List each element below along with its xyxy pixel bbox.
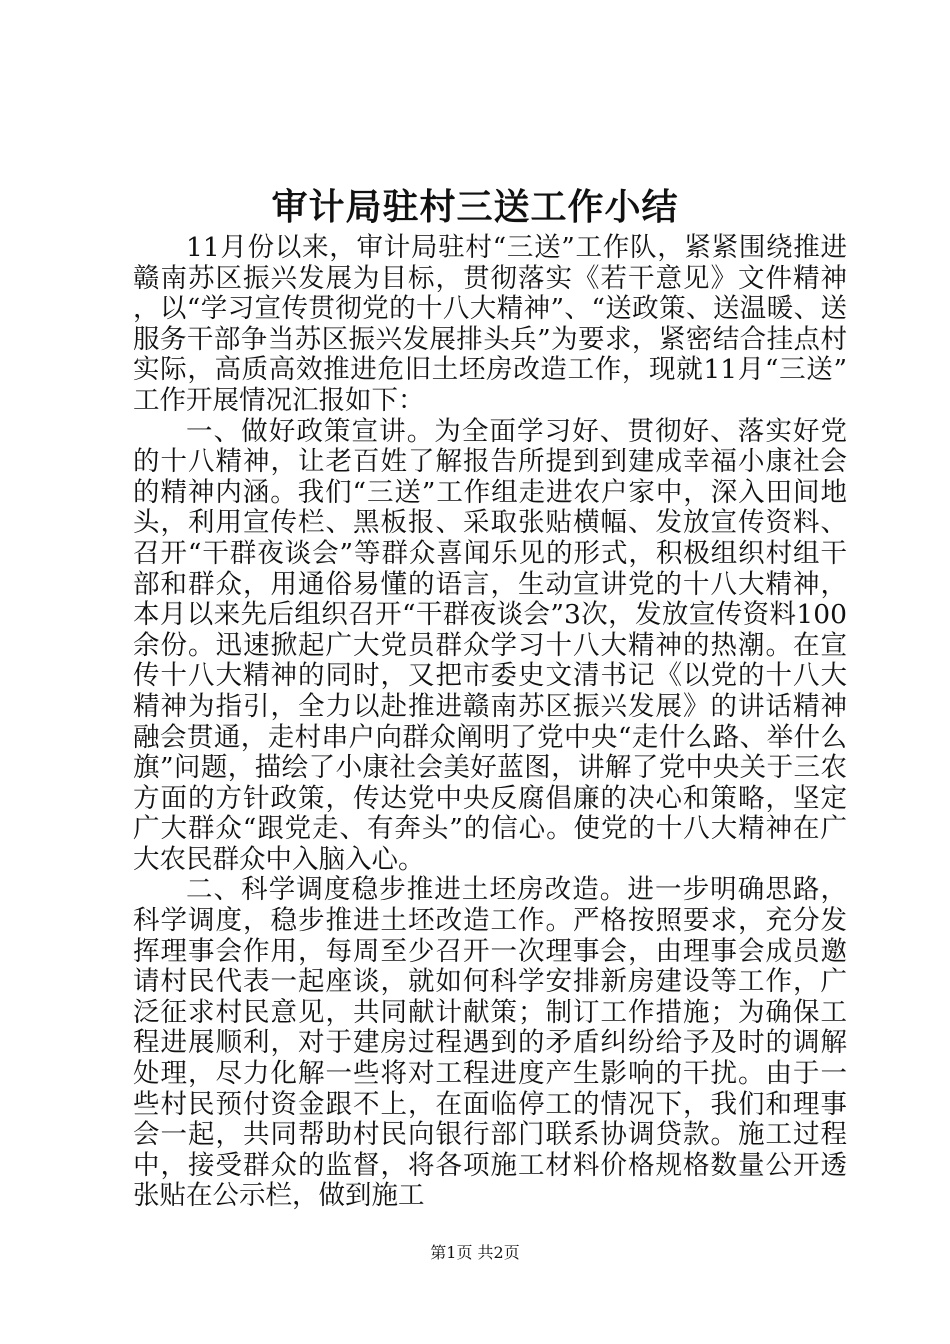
paragraph-house-renovation: 二、科学调度稳步推进土坯房改造。进一步明确思路，科学调度，稳步推进土坯改造工作。严格按照要求，充分发挥理事会作用，每周至少召开一次理事会，由理事会成员邀请村民代表一起座谈，就如何科学安排新房建设等工作，广泛征求村民意见，共同献计献策；制订工作措施；为确保工程进展顺利，对于建房过程遇到的矛盾纠纷给予及时的调解处理，尽力化解一些将对工程进度产生影响的干扰。由于一些村民预付资金跟不上，在面临停工的情况下，我们和理事会一起，共同帮助村民向银行部门联系协调贷款。施工过程中，接受群众的监督，将各项施工材料价格规格数量公开透张贴在公示栏，做到施工 (133, 874, 847, 1212)
paragraph-intro: 11月份以来，审计局驻村“三送”工作队，紧紧围绕推进赣南苏区振兴发展为目标，贯彻落实《若干意见》文件精神，以“学习宣传贯彻党的十八大精神”、“送政策、送温暖、送服务干部争当苏区振兴发展排头兵”为要求，紧密结合挂点村实际，高质高效推进危旧土坯房改造工作，现就11月“三送”工作开展情况汇报如下： (133, 232, 847, 416)
document-title: 审计局驻村三送工作小结 (271, 186, 679, 228)
paragraph-policy-promotion: 一、做好政策宣讲。为全面学习好、贯彻好、落实好党的十八精神，让老百姓了解报告所提到到建成幸福小康社会的精神内涵。我们“三送”工作组走进农户家中，深入田间地头，利用宣传栏、黑板报、采取张贴横幅、发放宣传资料、召开“干群夜谈会”等群众喜闻乐见的形式，积极组织村组干部和群众，用通俗易懂的语言，生动宣讲党的十八大精神，本月以来先后组织召开“干群夜谈会”3次，发放宣传资料100余份。迅速掀起广大党员群众学习十八大精神的热潮。在宣传十八大精神的同时，又把市委史文清书记《以党的十八大精神为指引，全力以赴推进赣南苏区振兴发展》的讲话精神融会贯通，走村串户向群众阐明了党中央“走什么路、举什么旗”问题，描绘了小康社会美好蓝图，讲解了党中央关于三农方面的方针政策，传达党中央反腐倡廉的决心和策略，坚定广大群众“跟党走、有奔头”的信心。使党的十八大精神在广大农民群众中入脑入心。 (133, 415, 847, 875)
page-footer: 第1页 共2页 (430, 1243, 520, 1262)
document-body (133, 233, 847, 1212)
